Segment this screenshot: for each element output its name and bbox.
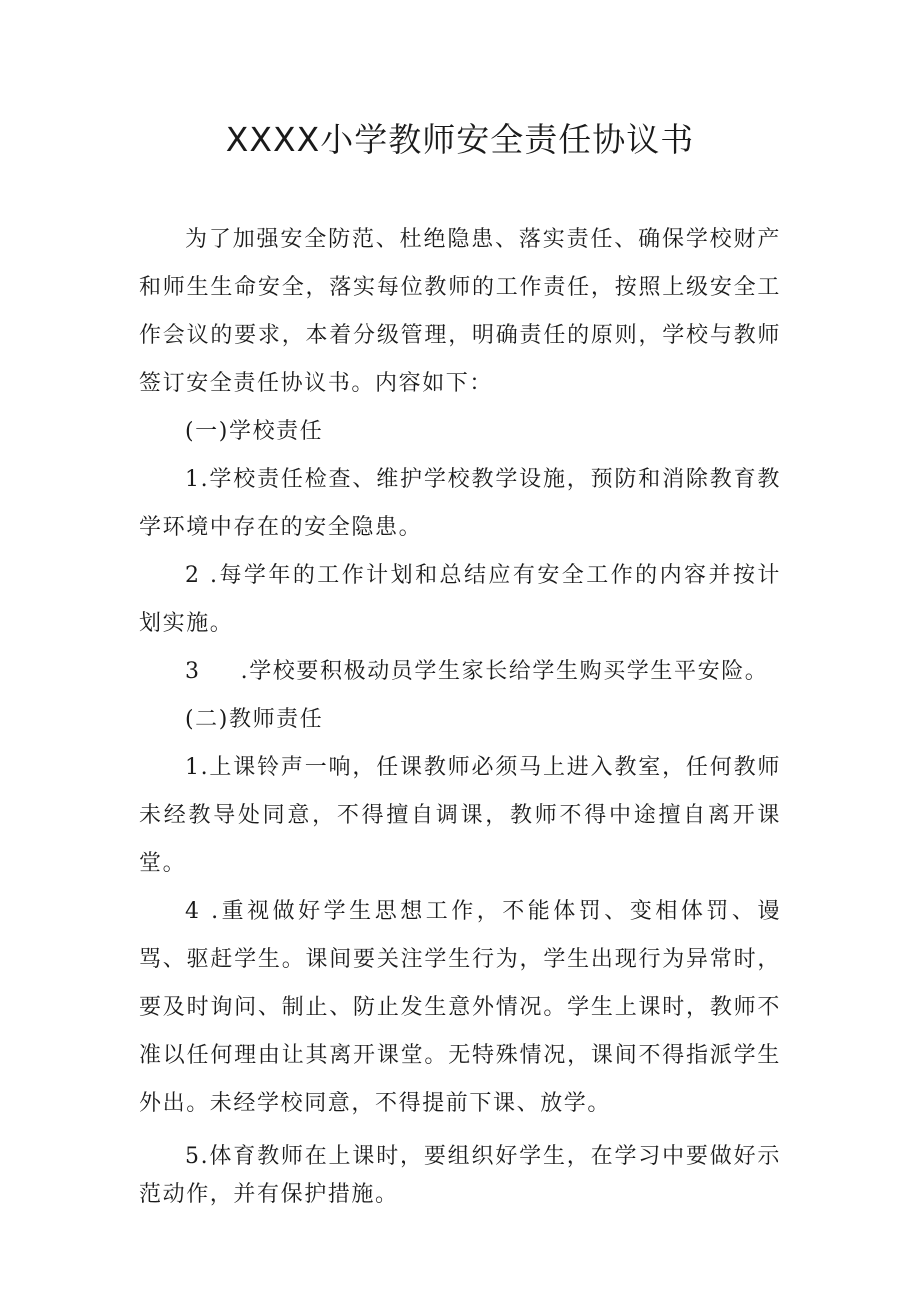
school-item-2: 2 .每学年的工作计划和总结应有安全工作的内容并按计划实施。 [139,563,781,636]
intro-paragraph: 为了加强安全防范、杜绝隐患、落实责任、确保学校财产和师生生命安全，落实每位教师的工作责任，按照上级安全工作会议的要求，本着分级管理，明确责任的原则，学校与教师签订安全责任协议书。内容如下： [139,227,781,396]
section-heading-school: (一)学校责任 [185,419,324,444]
teacher-item-1: 1.上课铃声一响，任课教师必须马上进入教室，任何教师未经教导处同意，不得擅自调课，教师不得中途擅自离开课堂。 [139,755,781,876]
teacher-item-5: 5.体育教师在上课时，要组织好学生，在学习中要做好示范动作，并有保护措施。 [139,1144,781,1207]
document-body [139,216,781,1214]
school-item-3-text: .学校要积极动员学生家长给学生购买学生平安险。 [240,659,769,684]
school-item-3 [139,648,781,696]
teacher-item-4: 4 .重视做好学生思想工作，不能体罚、变相体罚、谩骂、驱赶学生。课间要关注学生行为，学生出现行为异常时，要及时询问、制止、防止发生意外情况。学生上课时，教师不准以任何理由让其离开课堂。无特殊情况，课间不得指派学生外出。未经学校同意，不得提前下课、放学。 [139,899,781,1116]
school-item-3-number: 3 [185,659,201,684]
school-item-1: 1.学校责任检查、维护学校教学设施，预防和消除教育教学环境中存在的安全隐患。 [139,467,781,540]
document-title: XXXX小学教师安全责任协议书 [225,120,695,159]
section-heading-teacher: (二)教师责任 [185,707,324,732]
